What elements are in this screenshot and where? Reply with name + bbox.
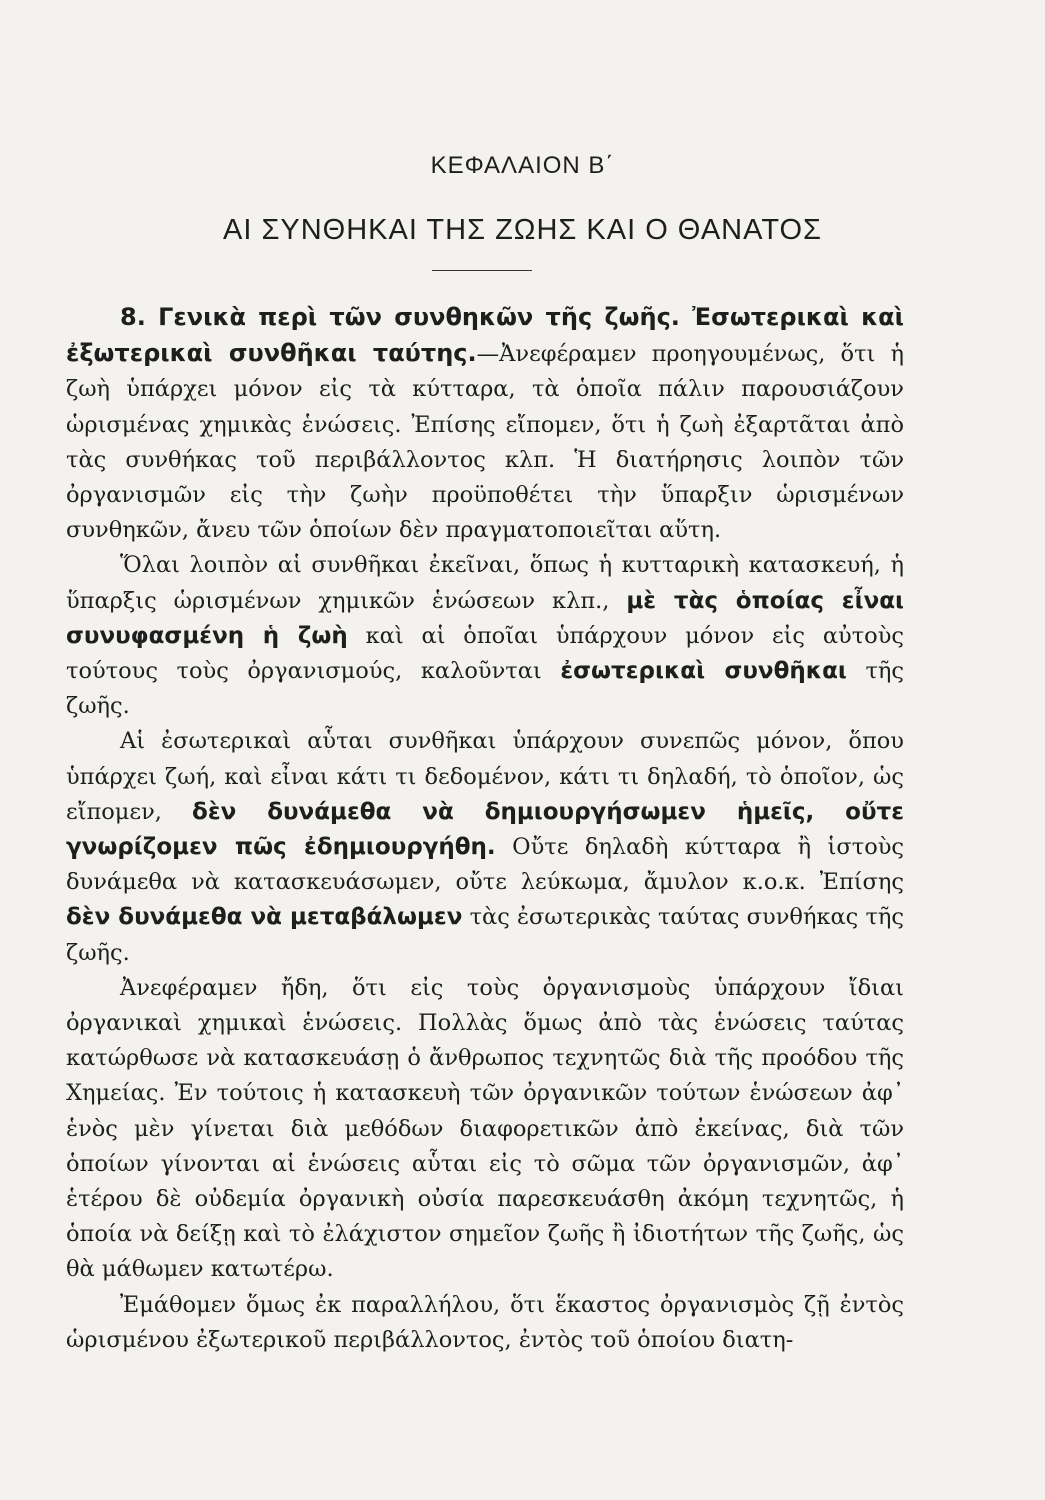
paragraph-2 <box>66 548 904 724</box>
paragraph-1 <box>66 300 904 548</box>
paragraph-2-text-a: Ὅλαι λοιπὸν αἱ συνθῆκαι ἐκεῖναι, ὅπως ἡ κυτταρικὴ κατασκευή, ἡ ὕπαρξις ὡρισμένων χημικῶν ἑνώσεων κλπ., <box>66 552 904 614</box>
section-heading: 8. Γενικὰ περὶ τῶν συνθηκῶν τῆς ζωῆς. Ἐσωτερικαὶ καὶ ἐξωτερικαὶ συνθῆκαι ταύτης. <box>66 303 904 368</box>
paragraph-5: Ἐμάθομεν ὅμως ἐκ παραλλήλου, ὅτι ἕκαστος ὀργανισμὸς ζῇ ἐντὸς ὡρισμένου ἐξωτερικοῦ περιβάλλοντος, ἐντὸς τοῦ ὁποίου διατη- <box>66 1291 904 1353</box>
paragraph-1-text: —Ἀνεφέραμεν προηγουμένως, ὅτι ἡ ζωὴ ὑπάρχει μόνον εἰς τὰ κύτταρα, τὰ ὁποῖα πάλιν παρουσιάζουν ὡρισμένας χημικὰς ἑνώσεις. Ἐπίσης εἴπομεν, ὅτι ἡ ζωὴ ἐξαρτᾶται ἀπὸ τὰς συνθήκας τοῦ περιβάλλοντος κλπ. Ἡ διατήρησις λοιπὸν τῶν ὀργανισμῶν εἰς τὴν ζωὴν προϋποθέτει τὴν ὕπαρξιν ὡρισμένων συνθηκῶν, ἄνευ τῶν ὁποίων δὲν πραγματοποιεῖται αὕτη. <box>66 341 904 544</box>
paragraph-4: Ἀνεφέραμεν ἤδη, ὅτι εἰς τοὺς ὀργανισμοὺς ὑπάρχουν ἴδιαι ὀργανικαὶ χημικαὶ ἑνώσεις. Πολλὰς ὅμως ἀπὸ τὰς ἑνώσεις ταύτας κατώρθωσε νὰ κατασκευάσῃ ὁ ἄνθρωπος τεχνητῶς διὰ τῆς προόδου τῆς Χημείας. Ἐν τούτοις ἡ κατασκευὴ τῶν ὀργανικῶν τούτων ἑνώσεων ἀφ᾽ ἑνὸς μὲν γίνεται διὰ μεθόδων διαφορετικῶν ἀπὸ ἐκείνας, διὰ τῶν ὁποίων γίνονται αἱ ἑνώσεις αὗται εἰς τὸ σῶμα τῶν ὀργανισμῶν, ἀφ᾽ ἑτέρου δὲ οὐδεμία ὀργανικὴ οὐσία παρεσκευάσθη ἀκόμη τεχνητῶς, ἡ ὁποία νὰ δείξῃ καὶ τὸ ἐλάχιστον σημεῖον ζωῆς ἢ ἰδιοτήτων τῆς ζωῆς, ὡς θὰ μάθωμεν κατωτέρω. <box>66 974 904 1283</box>
paragraph-3-text-a: Αἱ ἐσωτερικαὶ αὗται συνθῆκαι ὑπάρχουν συνεπῶς μόνον, ὅπου ὑπάρχει ζωή, καὶ εἶναι κάτι τι δεδομένον, κάτι τι δηλαδή, τὸ ὁποῖον, ὡς εἴπομεν, <box>66 728 904 825</box>
title-divider <box>432 270 532 271</box>
paragraph-3-text-b: Οὔτε δηλαδὴ κύτταρα ἢ ἱστοὺς δυνάμεθα νὰ κατασκευάσωμεν, οὔτε λεύκωμα, ἄμυλον κ.ο.κ. Ἐπίσης <box>66 834 905 896</box>
paragraph-3-text-c: τὰς ἐσωτερικὰς ταύτας συνθήκας τῆς ζωῆς. <box>66 904 904 966</box>
paragraph-2-text-b: καὶ αἱ ὁποῖαι ὑπάρχουν μόνον εἰς αὐτοὺς τούτους τοὺς ὀργανισμούς, καλοῦνται <box>66 622 904 685</box>
chapter-label: ΚΕΦΑΛΑΙΟΝ Β΄ <box>430 152 615 179</box>
body-text <box>66 300 904 1358</box>
paragraph-3-bold-a: δὲν δυνάμεθα νὰ δημιουργήσωμεν ἡμεῖς, οὔτε γνωρίζομεν πῶς ἐδημιουργήθη. <box>66 798 904 861</box>
chapter-title: ΑΙ ΣΥΝΘΗΚΑΙ ΤΗΣ ΖΩΗΣ ΚΑΙ Ο ΘΑΝΑΤΟΣ <box>222 214 822 246</box>
paragraph-2-text-c: τῆς ζωῆς. <box>66 658 904 720</box>
paragraph-2-bold-b: ἐσωτερικαὶ συνθῆκαι <box>560 658 847 685</box>
paragraph-2-bold-a: μὲ τὰς ὁποίας εἶναι συνυφασμένη ἡ ζωὴ <box>66 587 904 649</box>
paragraph-3 <box>66 724 904 970</box>
paragraph-3-bold-b: δὲν δυνάμεθα νὰ μεταβάλωμεν <box>66 904 463 931</box>
